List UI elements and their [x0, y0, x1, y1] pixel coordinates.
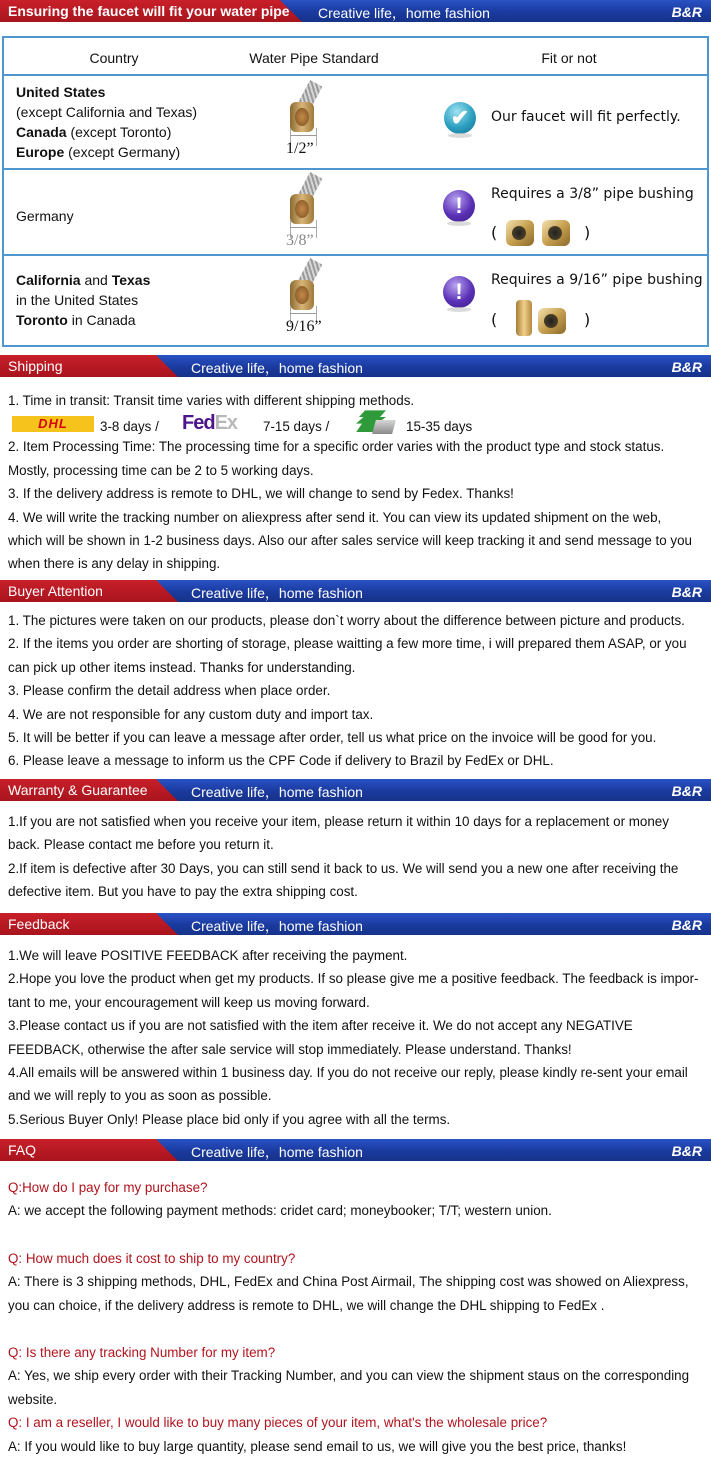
feedback-line: 3.Please contact us if you are not satisfied with the item after receive it. We do not accept any NEGATIVE	[8, 1018, 633, 1034]
shipping-content	[8, 389, 708, 576]
check-icon: ✔	[442, 100, 478, 140]
country-cell	[16, 82, 197, 162]
china-post-logo	[352, 408, 398, 436]
feedback-line: and we will reply to you as soon as possible.	[8, 1088, 272, 1104]
feedback-line: 5.Serious Buyer Only! Please place bid only if you agree with all the terms.	[8, 1111, 451, 1127]
country-name: Europe	[16, 144, 65, 160]
pipe-fit-table	[2, 36, 709, 347]
faq-question: Q: I am a reseller, I would like to buy many pieces of your item, what's the wholesale price?	[8, 1415, 548, 1431]
feedback-line: tant to me, your encouragement will keep us moving forward.	[8, 994, 370, 1010]
fit-result-text: Requires a 3/8” pipe bushing	[491, 186, 694, 202]
country-cell	[16, 206, 74, 226]
fit-result-text: Requires a 9/16” pipe bushing	[491, 272, 703, 288]
faq-question: Q:How do I pay for my purchase?	[8, 1180, 208, 1195]
attention-line: 1. The pictures were taken on our products, please don`t worry about the difference between picture and products.	[8, 613, 685, 628]
country-name: Canada	[16, 124, 67, 140]
faq-answer: website.	[8, 1391, 58, 1407]
china-post-days: 15-35 days	[406, 419, 473, 435]
country-note: (except Toronto)	[66, 124, 172, 140]
shipping-line: 2. Item Processing Time: The processing time for a specific order varies with the product type and stock status.	[8, 439, 665, 455]
faq-question: Q: Is there any tracking Number for my item?	[8, 1345, 276, 1361]
paren-open: (	[491, 223, 498, 242]
warranty-line: defective item. But you have to pay the extra shipping cost.	[8, 884, 358, 900]
bushing-image	[538, 308, 566, 334]
pipe-fitting-image	[282, 258, 342, 336]
banner-slogan: Creative life，home fashion	[191, 585, 363, 601]
fit-result-text: Our faucet will fit perfectly.	[491, 109, 681, 125]
banner-slogan: Creative life，home fashion	[191, 784, 363, 800]
paren-open: (	[491, 310, 498, 329]
country-name: California	[16, 272, 81, 288]
country-note: (except California and Texas)	[16, 104, 198, 120]
brand-logo: B&R	[671, 584, 702, 600]
faq-question: Q: How much does it cost to ship to my country?	[8, 1250, 296, 1266]
brand-logo: B&R	[671, 1143, 702, 1159]
faq-item	[8, 1247, 708, 1317]
pipe-fitting-image	[282, 80, 342, 158]
shipping-banner	[0, 355, 711, 377]
carrier-row	[8, 412, 708, 435]
warranty-content	[8, 810, 708, 904]
country-name: Toronto	[16, 312, 68, 328]
attention-line: 5. It will be better if you can leave a message after order, tell us what price on the invoice will be good for you.	[8, 730, 657, 746]
brand-logo: B&R	[671, 4, 702, 20]
buyer-attention-banner	[0, 580, 711, 602]
country-name: United States	[16, 84, 106, 100]
paren-close: )	[584, 223, 591, 242]
feedback-content	[8, 944, 708, 1131]
shipping-line: when there is any delay in shipping.	[8, 556, 221, 572]
brand-logo: B&R	[671, 917, 702, 933]
country-note: (except Germany)	[64, 144, 181, 160]
pipe-size-label: 3/8”	[286, 232, 314, 249]
shipping-line: Mostly, processing time can be 2 to 5 working days.	[8, 462, 314, 478]
warranty-line: 2.If item is defective after 30 Days, you can still send it back to us. We will send you a new one after receiving the	[8, 860, 679, 876]
country-cell	[16, 270, 150, 330]
fedex-logo: FedEx	[182, 412, 238, 435]
feedback-banner	[0, 913, 711, 935]
table-row	[4, 168, 707, 254]
table-row	[4, 254, 707, 345]
country-note: in Canada	[67, 312, 136, 328]
section-title: FAQ	[8, 1142, 37, 1158]
pipe-size-label: 1/2”	[286, 140, 314, 157]
shipping-line: 4. We will write the tracking number on aliexpress after send it. You can view its updated shipment on the web,	[8, 509, 662, 525]
table-row	[4, 74, 707, 168]
attention-line: 3. Please confirm the detail address when place order.	[8, 683, 331, 699]
section-title: Shipping	[8, 358, 63, 374]
country-name: Texas	[111, 272, 151, 288]
bushing-image	[516, 300, 532, 336]
country-name: Germany	[16, 208, 74, 224]
table-header-row	[4, 38, 707, 74]
dhl-logo: DHL	[12, 416, 94, 432]
faq-item	[8, 1411, 708, 1458]
exclamation-icon: !	[441, 274, 477, 314]
section-title: Feedback	[8, 916, 70, 932]
section-title: Warranty & Guarantee	[8, 782, 148, 798]
banner-title: Ensuring the faucet will fit your water pipe	[8, 3, 290, 19]
feedback-line: 1.We will leave POSITIVE FEEDBACK after receiving the payment.	[8, 948, 408, 963]
dhl-days: 3-8 days /	[100, 419, 159, 435]
pipe-size-label: 9/16”	[286, 318, 322, 335]
shipping-line: which will be shown in 1-2 business days. Also our after sales service will keep tracking it and send message to you	[8, 533, 693, 549]
bushing-image	[542, 220, 570, 246]
banner-slogan: Creative life，home fashion	[191, 918, 363, 934]
faq-banner	[0, 1139, 711, 1161]
fedex-days: 7-15 days /	[263, 419, 330, 435]
banner-slogan: Creative life，home fashion	[191, 360, 363, 376]
banner-slogan: Creative life，home fashion	[318, 5, 490, 21]
feedback-line: 2.Hope you love the product when get my products. If so please give me a positive feedback. The feedback is impor-	[8, 971, 699, 987]
shipping-line: 3. If the delivery address is remote to DHL, we will change to send by Fedex. Thanks!	[8, 486, 514, 502]
attention-line: 6. Please leave a message to inform us the CPF Code if delivery to Brazil by FedEx or DHL.	[8, 753, 554, 769]
faq-item	[8, 1176, 708, 1223]
faq-item	[8, 1341, 708, 1411]
warranty-banner	[0, 779, 711, 801]
fit-banner	[0, 0, 711, 22]
banner-slogan: Creative life，home fashion	[191, 1144, 363, 1160]
faq-content	[8, 1176, 708, 1458]
warranty-line: 1.If you are not satisfied when you receive your item, please return it within 10 days for a replacement or money	[8, 814, 669, 829]
faq-answer: you can choice, if the delivery address is remote to DHL, we will change the DHL shipping to FedEx .	[8, 1297, 605, 1313]
pipe-fitting-image	[282, 172, 342, 250]
bushing-image	[506, 220, 534, 246]
shipping-line: 1. Time in transit: Transit time varies with different shipping methods.	[8, 393, 415, 408]
column-header-country: Country	[89, 50, 139, 66]
brand-logo: B&R	[671, 783, 702, 799]
country-note: in the United States	[16, 292, 139, 308]
attention-line: 4. We are not responsible for any custom duty and import tax.	[8, 706, 374, 722]
column-header-fit: Fit or not	[541, 50, 597, 66]
section-title: Buyer Attention	[8, 583, 103, 599]
country-note: and	[80, 272, 112, 288]
column-header-standard: Water Pipe Standard	[249, 50, 379, 66]
attention-line: can pick up other items instead. Thanks for understanding.	[8, 659, 356, 675]
faq-answer: A: If you would like to buy large quantity, please send email to us, we will give you the best price, thanks!	[8, 1438, 627, 1454]
brand-logo: B&R	[671, 359, 702, 375]
exclamation-icon: !	[441, 188, 477, 228]
warranty-line: back. Please contact me before you return it.	[8, 837, 274, 853]
buyer-attention-content	[8, 609, 708, 773]
faq-answer: A: There is 3 shipping methods, DHL, FedEx and China Post Airmail, The shipping cost was showed on Aliexpress,	[8, 1274, 689, 1290]
feedback-line: FEEDBACK, otherwise the after sale service will stop immediately. Please understand. Thanks!	[8, 1041, 572, 1057]
faq-answer: A: Yes, we ship every order with their Tracking Number, and you can view the shipment staus on the corresponding	[8, 1368, 690, 1384]
attention-line: 2. If the items you order are shorting of storage, please waitting a few more time, i will prepared them ASAP, or you	[8, 636, 687, 652]
feedback-line: 4.All emails will be answered within 1 business day. If you do not receive our reply, please kindly re-sent your email	[8, 1065, 688, 1081]
faq-answer: A: we accept the following payment methods: cridet card; moneybooker; T/T; western union.	[8, 1203, 552, 1219]
paren-close: )	[584, 310, 591, 329]
